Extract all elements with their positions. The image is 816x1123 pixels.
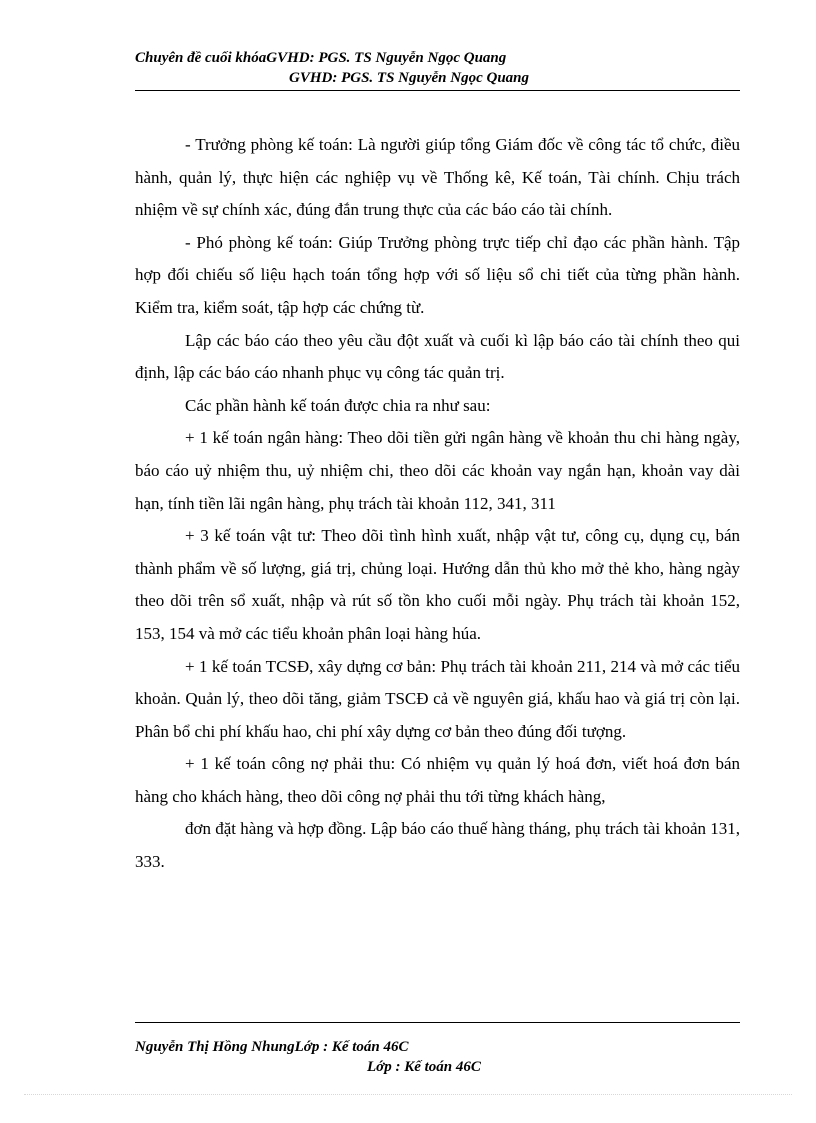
- header-divider: [135, 90, 740, 91]
- header-line-1: Chuyên đề cuối khóaGVHD: PGS. TS Nguyễn Ngọc Quang: [135, 50, 507, 66]
- header-line-2: GVHD: PGS. TS Nguyễn Ngọc Quang: [289, 70, 530, 86]
- paragraph-receivables-continued: đơn đặt hàng và hợp đồng. Lập báo cáo thuế hàng tháng, phụ trách tài khoản 131, 333.: [135, 819, 740, 872]
- page-edge-dotted-line: [24, 1094, 792, 1095]
- paragraph-bank-accountant: + 1 kế toán ngân hàng: Theo dõi tiền gửi ngân hàng về khoản thu chi hàng ngày, báo cáo uỷ nhiệm thu, uỷ nhiệm chi, theo dõi các khoản vay ngắn hạn, khoản vay dài hạn, tính tiền lãi ngân hàng, phụ trách tài khoản 112, 341, 311: [135, 428, 740, 513]
- footer-line-1: Nguyễn Thị Hồng NhungLớp : Kế toán 46C: [135, 1039, 409, 1055]
- footer-line-2: Lớp : Kế toán 46C: [367, 1059, 481, 1075]
- page-header: [135, 48, 740, 88]
- paragraph-receivables-accountant: + 1 kế toán công nợ phải thu: Có nhiệm vụ quản lý hoá đơn, viết hoá đơn bán hàng cho khách hàng, theo dõi công nợ phải thu tới từng khách hàng,: [135, 754, 740, 806]
- paragraph-deputy-accountant: - Phó phòng kế toán: Giúp Trưởng phòng trực tiếp chỉ đạo các phần hành. Tập hợp đối chiếu số liệu hạch toán tổng hợp với số liệu sổ chi tiết của từng phần hành. Kiểm tra, kiểm soát, tập hợp các chứng từ.: [135, 232, 740, 317]
- paragraph-materials-accountant: + 3 kế toán vật tư: Theo dõi tình hình xuất, nhập vật tư, công cụ, dụng cụ, bán thành phẩm về số lượng, giá trị, chủng loại. Hướng dẫn thủ kho mở thẻ kho, hàng ngày theo dõi trên sổ xuất, nhập và rút số tồn kho cuối mỗi ngày. Phụ trách tài khoản 152, 153, 154 và mở các tiểu khoản phân loại hàng húa.: [135, 526, 740, 643]
- paragraph-chief-accountant: - Trưởng phòng kế toán: Là người giúp tổng Giám đốc về công tác tổ chức, điều hành, quản lý, thực hiện các nghiệp vụ về Thống kê, Kế toán, Tài chính. Chịu trách nhiệm về sự chính xác, đúng đắn trung thực của các báo cáo tài chính.: [135, 135, 740, 220]
- paragraph-fixed-assets-accountant: + 1 kế toán TCSĐ, xây dựng cơ bản: Phụ trách tài khoản 211, 214 và mở các tiểu khoản. Quản lý, theo dõi tăng, giảm TSCĐ cả về nguyên giá, khấu hao và giá trị còn lại. Phân bổ chi phí khấu hao, chi phí xây dựng cơ bản theo đúng đối tượng.: [135, 656, 740, 741]
- footer-divider: [135, 1022, 740, 1023]
- page-footer: [135, 1037, 740, 1077]
- paragraph-reports: Lập các báo cáo theo yêu cầu đột xuất và cuối kì lập báo cáo tài chính theo qui định, lập các báo cáo nhanh phục vụ công tác quản trị.: [135, 330, 740, 383]
- document-body: [135, 129, 740, 879]
- paragraph-divisions-intro: Các phần hành kế toán được chia ra như sau:: [185, 395, 491, 415]
